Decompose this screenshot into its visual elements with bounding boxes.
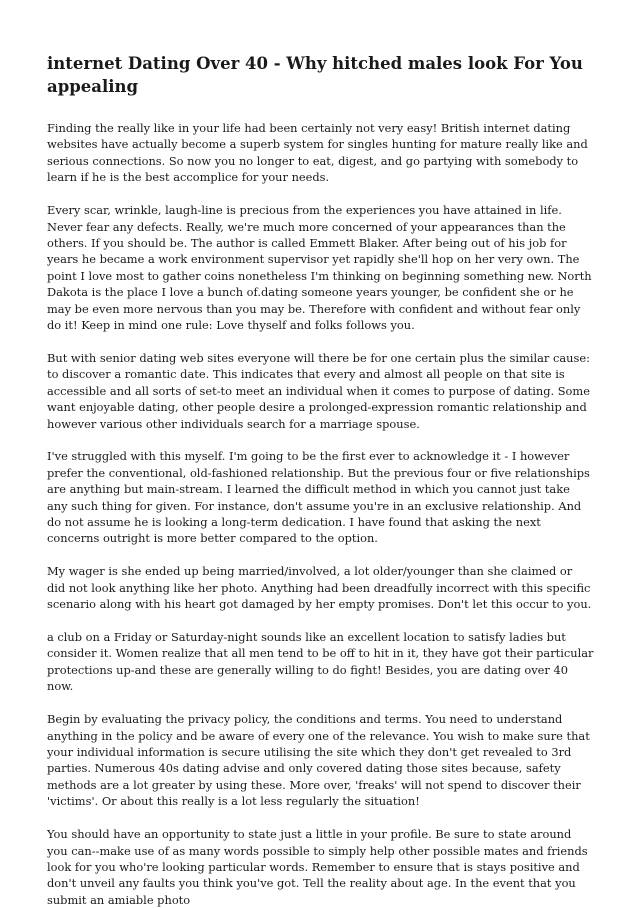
paragraph-3: But with senior dating web sites everyone will there be for one certain plus the similar cause: to discover a romantic date. This indicates that every and almost all people on that site is accessible and all sorts of set-to meet an individual when it comes to purpose of dating. Some want enjoyable dating, other people desire a prolonged-expression romantic relationship and however various other individuals search for a marriage spouse. — [47, 350, 590, 431]
paragraph-2: Every scar, wrinkle, laugh-line is precious from the experiences you have attained in life. Never fear any defects. Really, we're much more concerned of your appearances than the others. If you should be. The author is called Emmett Blaker. After being out of his job for years he became a work environment supervisor yet rapidly she'll hop on her very own. The point I love most to gather coins nonetheless I'm thinking on beginning something new. North Dakota is the place I love a bunch of.dating someone years younger, be confident she or he may be even more nervous than you may be. Therefore with confident and without fear only do it! Keep in mind one rule: Love thyself and folks follows you. — [47, 203, 592, 332]
paragraph-6: a club on a Friday or Saturday-night sounds like an excellent location to satisfy ladies but consider it. Women realize that all men tend to be off to hit in it, they have got their particular protections up-and these are generally willing to do fight! Besides, you are dating over 40 now. — [47, 630, 594, 694]
paragraph-7: Begin by evaluating the privacy policy, the conditions and terms. You need to understand anything in the policy and be aware of every one of the relevance. You wish to make sure that your individual information is secure utilising the site which they don't get revealed to 3rd parties. Numerous 40s dating advise and only covered dating those sites because, safety methods are a lot greater by using these. More over, 'freaks' will not spend to discover their 'victims'. Or about this really is a lot less regularly the situation! — [47, 712, 590, 809]
paragraph-4: I've struggled with this myself. I'm going to be the first ever to acknowledge it - I however prefer the conventional, old-fashioned relationship. But the previous four or five relationships are anything but main-stream. I learned the difficult method in which you cannot just take any such thing for given. For instance, don't assume you're in an exclusive relationship. And do not assume he is looking a long-term dedication. I have found that asking the next concerns outright is more better compared to the option. — [47, 449, 590, 546]
paragraph-8: You should have an opportunity to state just a little in your profile. Be sure to state around you can--make use of as many words possible to simply help other possible mates and friends look for you who're looking particular words. Remember to ensure that is stays positive and don't unveil any faults you think you've got. Tell the reality about age. In the event that you submit an amiable photo — [47, 827, 588, 907]
page-title: internet Dating Over 40 - Why hitched males look For You appealing — [47, 54, 583, 96]
paragraph-5: My wager is she ended up being married/involved, a lot older/younger than she claimed or did not look anything like her photo. Anything had been dreadfully incorrect with this specific scenario along with his heart got damaged by her empty promises. Don't let this occur to you. — [47, 564, 592, 612]
paragraph-1: Finding the really like in your life had been certainly not very easy! British internet dating websites have actually become a superb system for singles hunting for mature really like and serious connections. So now you no longer to eat, digest, and go partying with somebody to learn if he is the best accomplice for your needs. — [47, 121, 588, 185]
